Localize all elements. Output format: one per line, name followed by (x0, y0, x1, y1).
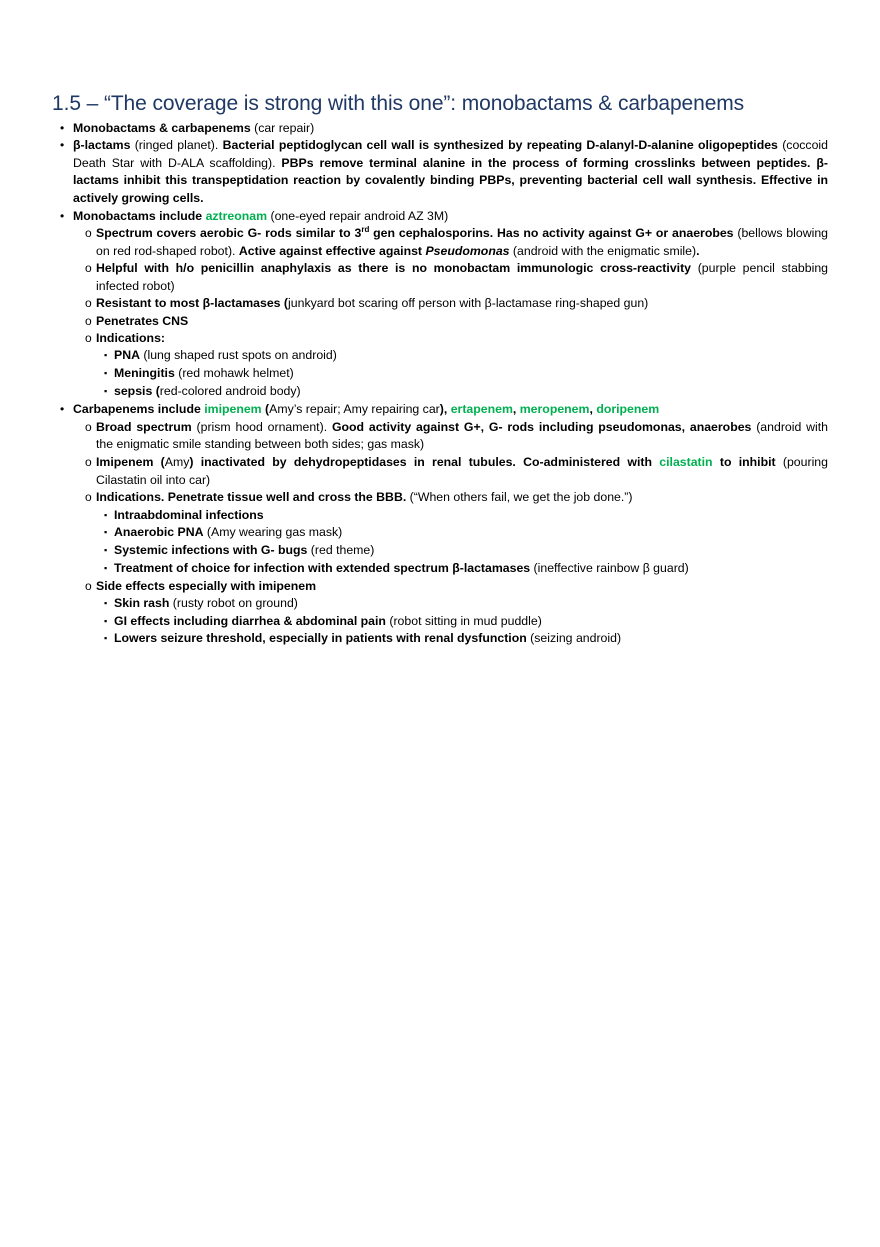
drug-name: cilastatin (659, 455, 713, 469)
bold-text: GI effects including diarrhea & abdominal pain (114, 613, 386, 628)
bold-text: Indications. Penetrate tissue well and cross the BBB. (96, 490, 407, 504)
sub-bullet-resistant (96, 295, 648, 313)
sub-sub-bullet-systemic (114, 542, 374, 560)
bold-text: ), (439, 402, 451, 416)
bullet-marker: ▪ (104, 527, 108, 537)
bold-text: Imipenem ( (96, 455, 165, 469)
bold-text: Spectrum covers aerobic G- rods similar to 3 (96, 226, 362, 240)
bullet-carbapenems-include (73, 401, 659, 419)
mnemonic-text: (lung shaped rust spots on android) (139, 348, 337, 362)
bullet-marker: o (85, 455, 92, 469)
mnemonic-text: (seizing android) (526, 631, 622, 645)
bold-text: Carbapenems include (73, 402, 205, 416)
drug-name: imipenem (204, 402, 262, 416)
bold-text: Bacterial peptidoglycan cell wall is synthesized by repeating D-alanyl-D-alanine oligopeptides (222, 138, 778, 152)
bullet-marker: • (60, 209, 65, 223)
mnemonic-text: (rusty robot on ground) (169, 596, 298, 610)
bold-text: ( (261, 402, 270, 416)
bold-text: Monobactams include (73, 209, 206, 223)
sub-bullet-broad-spectrum-line-1 (96, 419, 828, 437)
mnemonic-text: (ringed planet). (130, 138, 223, 152)
bold-text: Helpful with h/o penicillin anaphylaxis as there is no monobactam immunologic cross-reactivity (96, 261, 692, 275)
bold-text: gen cephalosporins. Has no activity against G+ or anaerobes (369, 226, 734, 240)
sub-sub-bullet-sepsis (114, 383, 301, 401)
bullet-beta-lactams-line-1 (73, 137, 828, 155)
sub-bullet-spectrum-line-2 (96, 243, 700, 261)
mnemonic-text: (android with the enigmatic smile) (509, 243, 697, 258)
bold-text: sepsis ( (114, 383, 160, 398)
bullet-monobactams-include (73, 208, 448, 226)
sub-bullet-imipenem-line-1 (96, 454, 828, 472)
bold-text: to inhibit (712, 455, 776, 469)
bold-text: Treatment of choice for infection with extended spectrum β-lactamases (114, 561, 531, 575)
bullet-marker: o (85, 578, 92, 593)
mnemonic-text: infected robot) (96, 278, 175, 293)
bold-text: Active against effective against (238, 243, 426, 258)
drug-name: meropenem (519, 402, 590, 416)
bold-text: ) inactivated by dehydropeptidases in renal tubules. Co-administered with (189, 455, 660, 469)
bullet-beta-lactams-line-3 (73, 172, 828, 190)
bold-text: , (589, 402, 597, 416)
mnemonic-text: (prism hood ornament). (191, 419, 332, 434)
bullet-marker: o (85, 226, 92, 240)
organism-name: Pseudomonas (425, 243, 510, 258)
mnemonic-text: Cilastatin oil into car) (96, 472, 211, 487)
mnemonic-text: on red rod-shaped robot). (96, 243, 239, 258)
sub-sub-bullet-skin-rash (114, 595, 298, 613)
bold-text: Monobactams & carbapenems (73, 121, 251, 135)
mnemonic-text: red-colored android body) (159, 383, 301, 398)
bullet-marker: ▪ (104, 385, 108, 396)
bullet-marker: ▪ (104, 563, 108, 573)
bold-text: Good activity against G+, G- rods including pseudomonas, anaerobes (331, 419, 752, 434)
mnemonic-text: (red theme) (307, 542, 375, 557)
bullet-marker: o (85, 313, 92, 328)
mnemonic-text: (Amy wearing gas mask) (203, 525, 343, 539)
bold-text: Intraabdominal infections (114, 507, 264, 522)
bold-text: . (696, 243, 700, 258)
bold-text: PNA (114, 348, 140, 362)
bold-text: Broad spectrum (96, 419, 192, 434)
sub-sub-bullet-pna (114, 347, 337, 365)
bold-text: Penetrates CNS (96, 313, 189, 328)
bold-text: β-lactams (73, 138, 131, 152)
bullet-monobactams-carbapenems (73, 120, 314, 138)
bold-text: Anaerobic PNA (114, 525, 204, 539)
bullet-marker: ▪ (104, 509, 108, 520)
bold-text: actively growing cells. (73, 190, 204, 205)
mnemonic-text: (purple pencil stabbing (691, 261, 828, 275)
bullet-marker: • (60, 138, 65, 152)
bullet-marker: o (85, 331, 92, 345)
mnemonic-text: (android with (751, 419, 829, 434)
bullet-marker: o (85, 490, 92, 504)
bold-text: , (512, 402, 520, 416)
drug-name: ertapenem (450, 402, 513, 416)
sub-bullet-broad-spectrum-line-2 (96, 436, 424, 454)
mnemonic-text: Amy’s repair; Amy repairing car (269, 402, 440, 416)
bullet-beta-lactams-line-2 (73, 155, 828, 173)
bullet-marker: • (60, 121, 65, 135)
bullet-beta-lactams-line-4 (73, 190, 204, 208)
bullet-marker: o (85, 296, 92, 310)
mnemonic-text: (ineffective rainbow β guard) (530, 561, 689, 575)
sub-bullet-anaphylaxis-line-1 (96, 260, 828, 278)
superscript: rd (361, 224, 370, 234)
bold-text: Lowers seizure threshold, especially in patients with renal dysfunction (114, 631, 527, 645)
sub-sub-bullet-anaerobic-pna (114, 524, 342, 542)
mnemonic-text: (“When others fail, we get the job done.”) (406, 490, 633, 504)
mnemonic-text: the enigmatic smile standing between both sides; gas mask) (96, 437, 425, 451)
mnemonic-text: (red mohawk helmet) (174, 366, 294, 380)
sub-sub-bullet-meningitis (114, 365, 294, 383)
bold-text: Meningitis (114, 366, 175, 380)
bold-text: Skin rash (114, 596, 170, 610)
sub-bullet-spectrum-line-1 (96, 225, 828, 243)
section-title: 1.5 – “The coverage is strong with this one”: monobactams & carbapenems (52, 92, 745, 115)
mnemonic-text: (car repair) (250, 121, 315, 135)
sub-sub-bullet-esbl (114, 560, 689, 578)
bullet-marker: o (85, 261, 92, 275)
bold-text: Resistant to most β-lactamases ( (96, 296, 289, 310)
mnemonic-text: (coccoid (777, 138, 828, 152)
mnemonic-text: (bellows blowing (733, 226, 828, 240)
bold-text: Indications: (96, 331, 166, 345)
sub-bullet-penetrates-cns (96, 313, 188, 331)
sub-bullet-carbapenem-indications (96, 489, 633, 507)
bullet-marker: ▪ (104, 544, 108, 555)
bold-text: Side effects especially with imipenem (96, 578, 317, 593)
mnemonic-text: (pouring (775, 455, 828, 469)
bold-text: lactams inhibit this transpeptidation reaction by covalently binding PBPs, preventing bacterial cell wall synthesis. Effective in (73, 173, 828, 187)
mnemonic-text: (robot sitting in mud puddle) (385, 613, 542, 628)
bullet-marker: ▪ (104, 368, 108, 378)
bullet-marker: ▪ (104, 350, 108, 360)
bullet-marker: ▪ (104, 598, 108, 608)
bullet-marker: ▪ (104, 615, 108, 626)
drug-name: aztreonam (205, 209, 268, 223)
sub-bullet-imipenem-line-2 (96, 472, 210, 490)
bullet-marker: ▪ (104, 633, 108, 643)
mnemonic-text: (one-eyed repair android AZ 3M) (267, 209, 449, 223)
sub-sub-bullet-intraabdominal (114, 507, 264, 525)
mnemonic-text: junkyard bot scaring off person with β-lactamase ring-shaped gun) (288, 296, 649, 310)
bullet-marker: o (85, 419, 92, 434)
sub-bullet-anaphylaxis-line-2 (96, 278, 175, 296)
mnemonic-text: Amy (164, 455, 190, 469)
mnemonic-text: Death Star with D-ALA scaffolding). (73, 155, 282, 170)
bullet-marker: • (60, 402, 65, 416)
sub-bullet-indications (96, 330, 165, 348)
sub-bullet-side-effects (96, 578, 316, 596)
bold-text: PBPs remove terminal alanine in the process of forming crosslinks between peptides. β- (281, 155, 828, 170)
bold-text: Systemic infections with G- bugs (114, 542, 308, 557)
sub-sub-bullet-gi-effects (114, 613, 542, 631)
drug-name: doripenem (596, 402, 660, 416)
sub-sub-bullet-seizure (114, 630, 621, 648)
